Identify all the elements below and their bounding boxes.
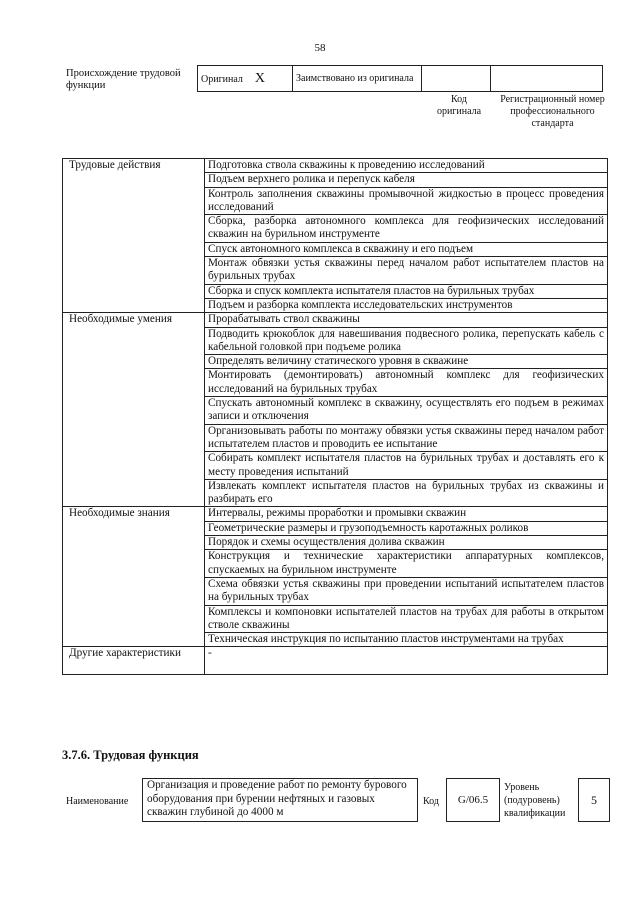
labor-actions-label: Трудовые действия [63, 159, 205, 313]
level-value: 5 [578, 778, 610, 822]
code-original-cell [422, 66, 491, 92]
required-skills-item: Прорабатывать ствол скважины [205, 313, 608, 327]
labor-actions-item: Контроль заполнения скважины промывочной жидкостью в процесс проведения исследований [205, 187, 608, 215]
other-characteristics-label: Другие характеристики [63, 647, 205, 675]
origin-label: Происхождение трудовой функции [66, 68, 181, 91]
original-label: Оригинал [201, 73, 243, 85]
required-skills-item: Собирать комплект испытателя пластов на бурильных трубах и доставлять его к месту проведения испытаний [205, 452, 608, 480]
labor-actions-item: Спуск автономного комплекса в скважину и его подъем [205, 242, 608, 256]
labor-actions-item: Монтаж обвязки устья скважины перед началом работ испытателем пластов на бурильных трубах [205, 257, 608, 285]
required-knowledge-label: Необходимые знания [63, 507, 205, 647]
required-skills-item: Монтировать (демонтировать) автономный комплекс для геофизических исследований на бурильных трубах [205, 369, 608, 397]
page-number: 58 [314, 42, 326, 54]
table-row [63, 159, 608, 173]
labor-actions-item: Подъем и разборка комплекта исследовательских инструментов [205, 298, 608, 312]
required-knowledge-item: Техническая инструкция по испытанию пластов инструментами на трубах [205, 633, 608, 647]
required-skills-item: Извлекать комплект испытателя пластов на бурильных трубах из скважины и разбирать его [205, 479, 608, 507]
reg-number-caption: Регистрационный номер профессионального стандарта [500, 94, 605, 129]
required-knowledge-item: Схема обвязки устья скважины при проведении испытаний испытателем пластов на бурильных трубах [205, 577, 608, 605]
labor-actions-item: Сборка и спуск комплекта испытателя пластов на бурильных трубах [205, 284, 608, 298]
origin-table [197, 65, 603, 92]
code-original-caption: Код оригинала [436, 94, 482, 117]
reg-number-cell [491, 66, 603, 92]
table-row [63, 507, 608, 521]
labor-actions-item: Подготовка ствола скважины к проведению исследований [205, 159, 608, 173]
required-knowledge-item: Комплексы и компоновки испытателей пластов на трубах для работы в открытом стволе скважины [205, 605, 608, 633]
labor-actions-item: Сборка, разборка автономного комплекса для геофизических исследований скважин на бурильном инструменте [205, 215, 608, 243]
section-title: 3.7.6. Трудовая функция [62, 748, 199, 762]
required-knowledge-item: Геометрические размеры и грузоподъемность каротажных роликов [205, 521, 608, 535]
required-skills-item: Спускать автономный комплекс в скважину, осуществлять его подъем в режимах записи и отключения [205, 397, 608, 425]
table-row [63, 647, 608, 675]
code-value: G/06.5 [446, 778, 500, 822]
table-row [63, 313, 608, 327]
name-label: Наименование [66, 796, 129, 807]
original-cell [198, 66, 293, 92]
borrowed-cell: Заимствовано из оригинала [293, 66, 422, 92]
other-characteristics-value: - [205, 647, 608, 675]
required-skills-label: Необходимые умения [63, 313, 205, 507]
original-mark: X [254, 70, 266, 86]
required-skills-item: Подводить крюкоблок для навешивания подвесного ролика, перепускать кабель с кабельной головкой при подъеме ролика [205, 327, 608, 355]
required-knowledge-item: Интервалы, режимы проработки и промывки скважин [205, 507, 608, 521]
level-label: Уровень (подуровень) квалификации [504, 782, 566, 819]
name-value: Организация и проведение работ по ремонту бурового оборудования при бурении нефтяных и газовых скважин глубиной до 4000 м [142, 778, 418, 822]
required-skills-item: Определять величину статического уровня в скважине [205, 355, 608, 369]
required-knowledge-item: Порядок и схемы осуществления долива скважин [205, 536, 608, 550]
required-skills-item: Организовывать работы по монтажу обвязки устья скважины перед началом работ испытателем пластов и проводить ее испытание [205, 424, 608, 452]
code-label: Код [423, 796, 439, 807]
labor-actions-item: Подъем верхнего ролика и перепуск кабеля [205, 173, 608, 187]
required-knowledge-item: Конструкция и технические характеристики аппаратурных комплексов, спускаемых на бурильном инструменте [205, 550, 608, 578]
function-table [62, 158, 608, 675]
